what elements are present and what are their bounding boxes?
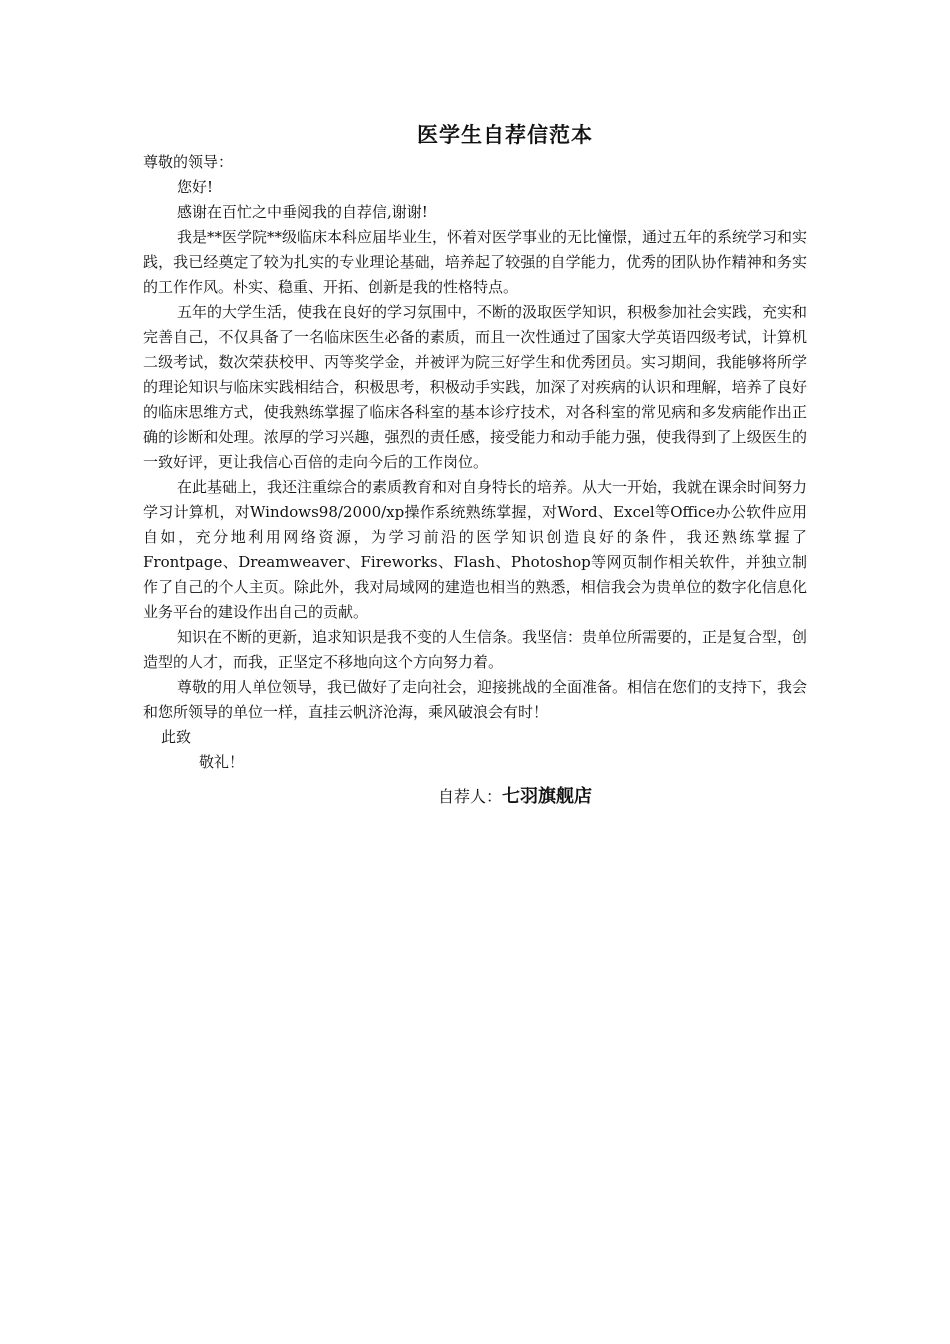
paragraph-thanks: 感谢在百忙之中垂阅我的自荐信,谢谢! [177, 203, 428, 221]
closing-line-1: 此致 [161, 728, 192, 746]
signature-label: 自荐人： [437, 787, 502, 806]
letter-body [143, 120, 807, 811]
signature-name: 七羽旗舰店 [502, 786, 592, 807]
paragraph-introduction: 我是**医学院**级临床本科应届毕业生，怀着对医学事业的无比憧憬，通过五年的系统学习和实践，我已经奠定了较为扎实的专业理论基础，培养起了较强的自学能力，优秀的团队协作精神和务实的工作作风。朴实、稳重、开拓、创新是我的性格特点。 [143, 228, 808, 296]
paragraph-university-life: 五年的大学生活，使我在良好的学习氛围中，不断的汲取医学知识，积极参加社会实践，充实和完善自己，不仅具备了一名临床医生必备的素质，而且一次性通过了国家大学英语四级考试，计算机二级考试，数次荣获校甲、丙等奖学金，并被评为院三好学生和优秀团员。实习期间，我能够将所学的理论知识与临床实践相结合，积极思考，积极动手实践，加深了对疾病的认识和理解，培养了良好的临床思维方式，使我熟练掌握了临床各科室的基本诊疗技术，对各科室的常见病和多发病能作出正确的诊断和处理。浓厚的学习兴趣，强烈的责任感，接受能力和动手能力强，使我得到了上级医生的一致好评，更让我信心百倍的走向今后的工作岗位。 [143, 303, 808, 471]
closing-line-2: 敬礼！ [199, 753, 245, 771]
paragraph-conclusion: 尊敬的用人单位领导，我已做好了走向社会，迎接挑战的全面准备。相信在您们的支持下，我会和您所领导的单位一样，直挂云帆济沧海，乘风破浪会有时！ [143, 678, 808, 721]
salutation: 尊敬的领导： [143, 153, 234, 171]
paragraph-learning-belief: 知识在不断的更新，追求知识是我不变的人生信条。我坚信：贵单位所需要的，正是复合型，创造型的人才，而我，正坚定不移地向这个方向努力着。 [143, 628, 808, 671]
greeting: 您好! [177, 178, 214, 196]
signature [143, 783, 807, 811]
page-title: 医学生自荐信范本 [417, 123, 593, 147]
paragraph-computer-skills: 在此基础上，我还注重综合的素质教育和对自身特长的培养。从大一开始，我就在课余时间努力学习计算机，对Windows98/2000/xp操作系统熟练掌握，对Word、Excel等Office办公软件应用自如，充分地利用网络资源，为学习前沿的医学知识创造良好的条件，我还熟练掌握了Frontpage、Dreamweaver、Fireworks、Flash、Photoshop等网页制作相关软件，并独立制作了自己的个人主页。除此外，我对局域网的建造也相当的熟悉，相信我会为贵单位的数字化信息化业务平台的建设作出自己的贡献。 [143, 478, 808, 621]
